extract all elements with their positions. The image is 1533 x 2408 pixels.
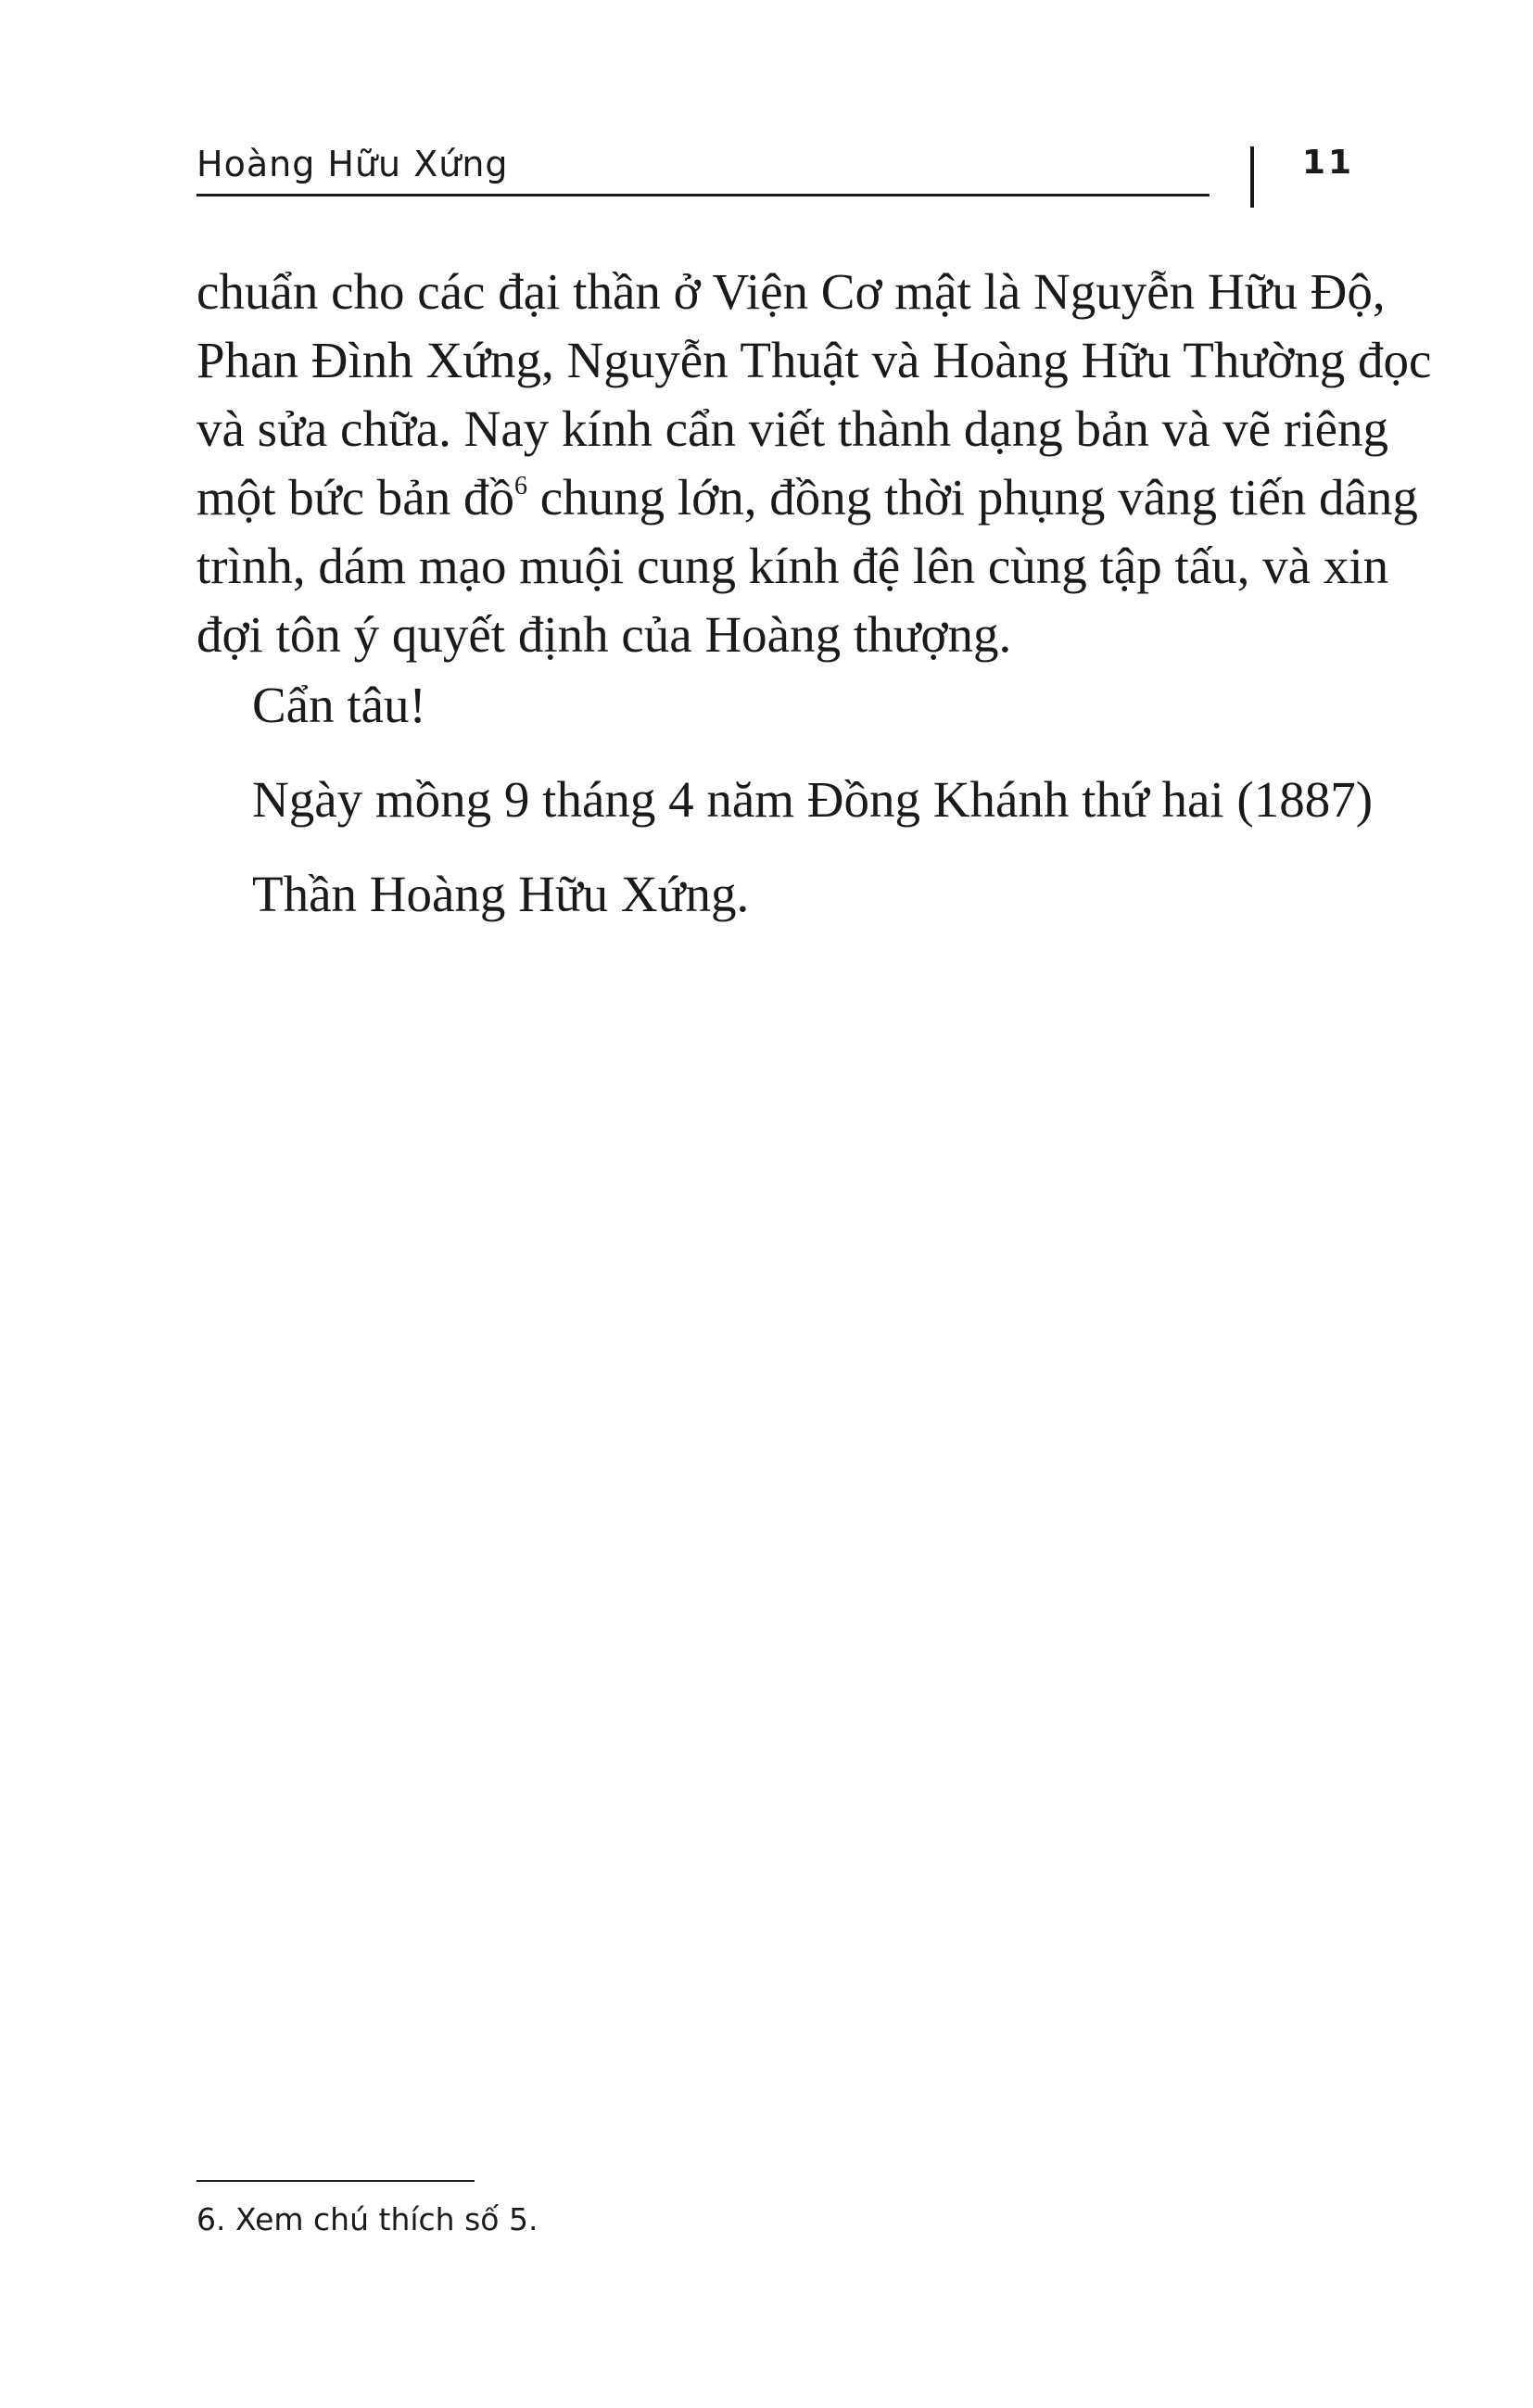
footnote-rule	[196, 2180, 475, 2182]
body-line: trình, dám mạo muội cung kính đệ lên cùng tập tấu, và xin	[196, 538, 1389, 594]
footnote-marker: 6	[513, 472, 527, 501]
footnote: 6. Xem chú thích số 5.	[196, 2201, 538, 2237]
header-author: Hoàng Hữu Xứng	[196, 144, 509, 184]
body-line: đợi tôn ý quyết định của Hoàng thượng.	[196, 606, 1012, 663]
page-number: 11	[1302, 144, 1355, 182]
header-divider	[1250, 146, 1254, 208]
body-line	[196, 463, 1418, 532]
body-line: và sửa chữa. Nay kính cẩn viết thành dạng bản và vẽ riêng	[196, 400, 1388, 457]
body-line-part: chung lớn, đồng thời phụng vâng tiến dâng	[526, 469, 1418, 526]
body-line: Phan Đình Xứng, Nguyễn Thuật và Hoàng Hữu Thường đọc	[196, 332, 1432, 388]
header-rule	[196, 194, 1210, 196]
body-paragraph	[196, 258, 1432, 669]
closing-signature: Thần Hoàng Hữu Xứng.	[252, 866, 750, 922]
body-line-part: một bức bản đồ	[196, 469, 514, 526]
closing-salutation: Cẩn tâu!	[252, 677, 426, 733]
closing-date: Ngày mồng 9 tháng 4 năm Đồng Khánh thứ hai (1887)	[252, 771, 1374, 828]
body-line: chuẩn cho các đại thần ở Viện Cơ mật là Nguyễn Hữu Độ,	[196, 263, 1386, 320]
